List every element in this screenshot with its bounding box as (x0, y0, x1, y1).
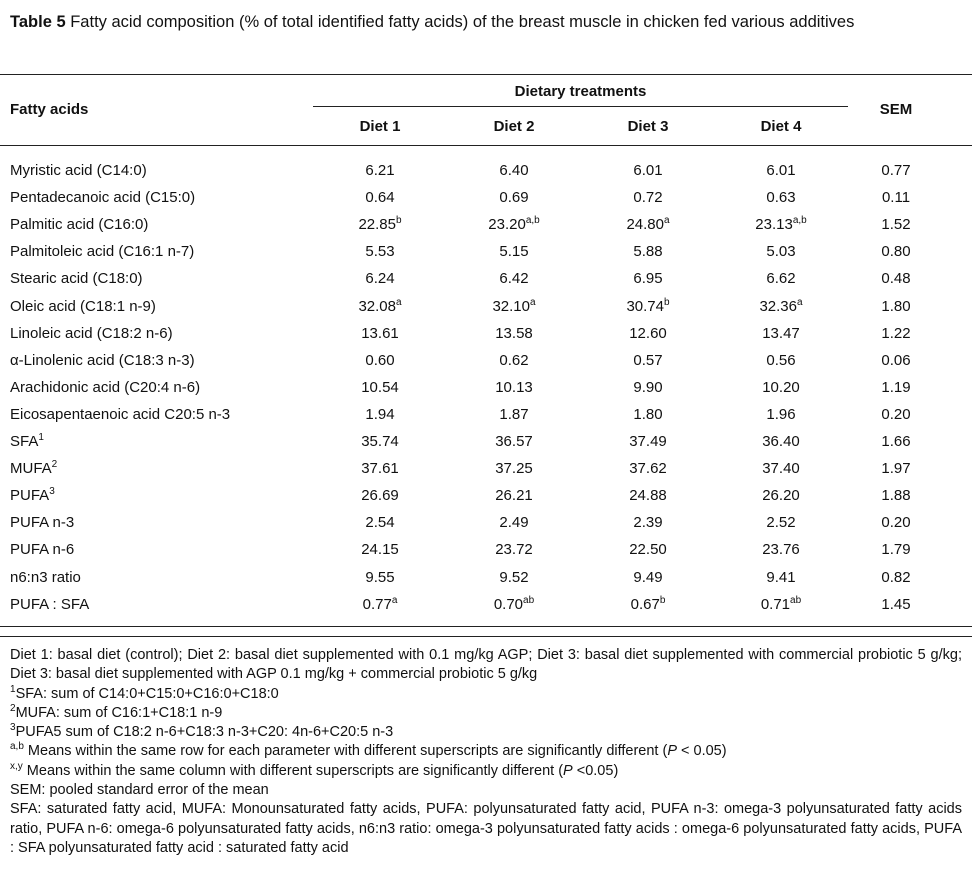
value-diet-3 (588, 569, 708, 586)
value-sem: 1.97 (881, 460, 911, 478)
value-diet-3 (588, 325, 708, 342)
significance-superscript: ab (523, 594, 535, 606)
value-text: 1.87 (499, 405, 529, 423)
table-footnotes (10, 646, 962, 858)
row-label (10, 162, 147, 179)
value-diet-1 (320, 243, 440, 260)
value-text: 6.40 (499, 162, 529, 179)
value-diet-2 (454, 460, 574, 477)
value-diet-1 (320, 325, 440, 342)
row-label (10, 433, 44, 450)
value-text: 5.03 (766, 243, 796, 261)
value-text: 2.49 (499, 514, 529, 532)
row-label (10, 352, 195, 369)
value-text: 9.55 (365, 568, 395, 586)
value-diet-3 (588, 406, 708, 423)
value-diet-4 (721, 514, 841, 531)
value-text: 0.64 (365, 189, 395, 207)
value-sem: 1.80 (881, 297, 911, 315)
value-diet-4 (721, 379, 841, 396)
row-label (10, 514, 74, 531)
header-diet-2: Diet 2 (493, 118, 535, 135)
significance-superscript: b (659, 594, 666, 606)
value-text: 13.61 (361, 324, 399, 342)
value-diet-4 (721, 352, 841, 369)
row-label (10, 460, 57, 477)
value-diet-4 (721, 460, 841, 477)
value-sem: 0.77 (881, 162, 911, 179)
value-text: 26.20 (762, 487, 800, 505)
value-diet-1 (320, 270, 440, 287)
footnote-marker: 2 (10, 703, 16, 715)
footnote-marker: 3 (10, 722, 16, 734)
value-text: 6.21 (365, 162, 395, 179)
value-diet-1 (320, 189, 440, 206)
value-sem: 0.48 (881, 270, 911, 288)
significance-superscript: b (663, 296, 670, 308)
value-diet-2 (454, 216, 574, 233)
value-diet-2 (454, 189, 574, 206)
header-rule (0, 145, 972, 146)
value-diet-1 (320, 433, 440, 450)
value-text: 6.01 (633, 162, 663, 179)
row-label (10, 216, 148, 233)
value-diet-2 (454, 514, 574, 531)
value-diet-3 (588, 189, 708, 206)
value-text: 0.67 (630, 595, 660, 613)
row-label-text: Palmitic acid (C16:0) (10, 216, 149, 234)
significance-superscript: a (529, 296, 536, 308)
value-text: 30.74 (626, 297, 664, 315)
value-diet-3 (588, 379, 708, 396)
value-diet-2 (454, 270, 574, 287)
value-text: 5.88 (633, 243, 663, 261)
value-diet-3 (588, 298, 708, 315)
value-text: 1.96 (766, 405, 796, 423)
row-label-text: Linoleic acid (C18:2 n-6) (10, 324, 173, 342)
value-text: 0.57 (633, 351, 663, 369)
header-diet-4: Diet 4 (760, 118, 802, 135)
value-diet-1 (320, 162, 440, 179)
value-text: 0.71 (760, 595, 791, 613)
footnote: $^{x,y}$ Means within the same column with different superscripts are significantly different (P <0.05) (10, 760, 619, 779)
value-text: 22.50 (629, 541, 667, 559)
footnote: $^2$MUFA: sum of C16:1+C18:1 n-9 (10, 703, 223, 721)
value-diet-3 (588, 487, 708, 504)
value-sem: 1.22 (881, 324, 911, 342)
row-label-text: Myristic acid (C14:0) (10, 162, 147, 179)
footnote-marker: 2 (51, 459, 58, 471)
header-sem: SEM (879, 101, 913, 118)
table-caption (10, 12, 968, 33)
value-diet-4 (721, 216, 841, 233)
value-diet-4 (721, 406, 841, 423)
value-diet-3 (588, 433, 708, 450)
value-diet-3 (588, 352, 708, 369)
value-text: 1.94 (365, 405, 395, 423)
value-sem: 1.88 (881, 487, 911, 505)
value-sem: 1.45 (881, 595, 911, 613)
value-text: 6.95 (633, 270, 663, 288)
value-text: 9.41 (766, 568, 796, 586)
value-text: 2.39 (633, 514, 663, 532)
row-label-text: SFA (10, 433, 39, 450)
table-label: Table 5 (10, 13, 66, 31)
value-text: 37.25 (495, 460, 533, 478)
value-diet-2 (454, 352, 574, 369)
significance-superscript: a (796, 296, 803, 308)
value-diet-2 (454, 596, 574, 613)
value-text: 24.80 (626, 216, 664, 234)
value-text: 32.36 (759, 297, 797, 315)
value-diet-3 (588, 270, 708, 287)
value-diet-2 (454, 379, 574, 396)
header-diet-1: Diet 1 (359, 118, 401, 135)
value-diet-4 (721, 433, 841, 450)
value-text: 23.76 (762, 541, 800, 559)
top-rule (0, 74, 972, 75)
row-label-text: Pentadecanoic acid (C15:0) (10, 189, 196, 207)
footnote-marker: 1 (38, 432, 44, 443)
value-text: 13.58 (495, 324, 533, 342)
value-text: 10.13 (495, 378, 533, 396)
value-text: 9.90 (633, 378, 663, 396)
value-text: 37.62 (629, 460, 667, 478)
value-diet-1 (320, 569, 440, 586)
value-text: 13.47 (762, 324, 800, 342)
group-rule (313, 106, 848, 107)
row-label-text: PUFA n-3 (10, 514, 75, 532)
value-sem: 0.06 (881, 351, 911, 369)
value-diet-2 (454, 298, 574, 315)
value-diet-1 (320, 487, 440, 504)
value-diet-4 (721, 569, 841, 586)
value-sem: 1.52 (881, 216, 911, 234)
value-diet-3 (588, 243, 708, 260)
row-label (10, 379, 200, 396)
value-text: 36.57 (495, 433, 533, 450)
value-text: 37.40 (762, 460, 800, 478)
value-diet-3 (588, 216, 708, 233)
value-text: 37.61 (361, 460, 399, 478)
value-text: 22.85 (358, 216, 396, 234)
header-diet-3: Diet 3 (627, 118, 669, 135)
row-label (10, 569, 81, 586)
value-text: 32.10 (492, 297, 530, 315)
value-text: 5.15 (499, 243, 529, 261)
footnote-marker: x,y (10, 760, 23, 772)
value-text: 10.54 (361, 378, 399, 396)
significance-superscript: b (395, 215, 402, 227)
value-sem: 0.20 (881, 405, 911, 423)
value-diet-4 (721, 596, 841, 613)
row-label (10, 189, 195, 206)
value-diet-4 (721, 243, 841, 260)
row-label (10, 406, 230, 423)
value-diet-1 (320, 216, 440, 233)
value-diet-1 (320, 541, 440, 558)
value-text: 9.52 (499, 568, 529, 586)
value-text: 26.21 (495, 487, 533, 505)
row-label-text: Oleic acid (C18:1 n-9) (10, 297, 156, 315)
footnote: $^1$SFA: sum of C14:0+C15:0+C16:0+C18:0 (10, 683, 279, 702)
value-text: 32.08 (358, 297, 396, 315)
header-fatty-acids: Fatty acids (10, 101, 89, 118)
value-diet-4 (721, 270, 841, 287)
value-diet-1 (320, 379, 440, 396)
value-diet-1 (320, 298, 440, 315)
value-sem: 0.20 (881, 514, 911, 532)
significance-superscript: a,b (792, 215, 807, 227)
header-dietary-treatments: Dietary treatments (514, 83, 647, 100)
value-text: 1.80 (633, 405, 663, 423)
value-diet-4 (721, 325, 841, 342)
value-text: 6.62 (766, 270, 796, 288)
significance-superscript: a (663, 215, 670, 227)
value-diet-1 (320, 460, 440, 477)
row-label (10, 596, 89, 613)
value-sem: 0.82 (881, 568, 911, 586)
value-text: 0.77 (362, 595, 392, 613)
row-label-text: PUFA (10, 487, 50, 505)
row-label (10, 243, 194, 260)
value-text: 12.60 (629, 324, 667, 342)
value-diet-2 (454, 487, 574, 504)
row-label-text: PUFA n-6 (10, 541, 75, 559)
value-diet-1 (320, 406, 440, 423)
value-diet-3 (588, 596, 708, 613)
row-label (10, 298, 156, 315)
value-text: 35.74 (361, 433, 399, 450)
value-text: 0.56 (766, 351, 796, 369)
row-label-text: MUFA (10, 460, 52, 478)
significance-superscript: a (395, 296, 402, 308)
value-sem: 1.66 (881, 433, 911, 450)
row-label-text: n6:n3 ratio (10, 568, 81, 586)
value-text: 9.49 (633, 568, 663, 586)
footnote-marker: 3 (49, 486, 55, 498)
value-text: 23.20 (488, 216, 526, 234)
value-diet-1 (320, 514, 440, 531)
value-text: 36.40 (762, 433, 800, 450)
value-diet-1 (320, 596, 440, 613)
value-text: 0.62 (499, 351, 529, 369)
value-text: 24.88 (629, 487, 667, 505)
value-diet-3 (588, 541, 708, 558)
value-text: 0.63 (766, 189, 796, 207)
row-label-text: α-Linolenic acid (C18:3 n-3) (10, 351, 195, 369)
value-diet-4 (721, 487, 841, 504)
value-text: 37.49 (629, 433, 667, 450)
value-text: 6.01 (766, 162, 796, 179)
value-text: 0.69 (499, 189, 529, 207)
value-diet-2 (454, 243, 574, 260)
value-text: 6.42 (499, 270, 529, 288)
value-text: 24.15 (361, 541, 399, 559)
value-sem: 1.79 (881, 541, 911, 559)
value-diet-2 (454, 541, 574, 558)
row-label-text: Eicosapentaenoic acid C20:5 n-3 (10, 405, 231, 423)
value-text: 2.52 (766, 514, 796, 532)
value-diet-2 (454, 433, 574, 450)
value-diet-4 (721, 298, 841, 315)
value-text: 10.20 (762, 378, 800, 396)
value-diet-3 (588, 460, 708, 477)
footnote: Diet 1: basal diet (control); Diet 2: basal diet supplemented with 0.1 mg/kg AGP; Diet 3: basal diet supplemented with commercial probiotic 5 g/kg; Diet 3: basal diet supplemented with AGP 0.1 mg/kg + commercial probiotic 5 g/kg (10, 647, 962, 683)
value-diet-2 (454, 325, 574, 342)
value-diet-2 (454, 569, 574, 586)
value-diet-4 (721, 189, 841, 206)
notes-rule (0, 636, 972, 637)
value-diet-1 (320, 352, 440, 369)
value-text: 6.24 (365, 270, 395, 288)
value-text: 26.69 (361, 487, 399, 505)
value-text: 23.13 (755, 216, 793, 234)
footnote: $^{a,b}$ Means within the same row for each parameter with different superscripts are significantly different (P < 0.05) (10, 741, 727, 760)
row-label-text: Arachidonic acid (C20:4 n-6) (10, 378, 201, 396)
value-text: 2.54 (365, 514, 395, 532)
row-label-text: Palmitoleic acid (C16:1 n-7) (10, 243, 195, 261)
row-label (10, 541, 74, 558)
value-sem: 0.11 (881, 189, 911, 207)
row-label-text: PUFA : SFA (10, 595, 90, 613)
row-label (10, 325, 173, 342)
footnote-marker: 1 (10, 683, 16, 695)
value-text: 5.53 (365, 243, 395, 261)
row-label-text: Stearic acid (C18:0) (10, 270, 143, 288)
row-label (10, 487, 55, 504)
value-diet-3 (588, 514, 708, 531)
value-sem: 0.80 (881, 243, 911, 261)
value-text: 0.60 (365, 351, 395, 369)
value-diet-4 (721, 162, 841, 179)
footnote: SFA: saturated fatty acid, MUFA: Monounsaturated fatty acids, PUFA: polyunsaturated fatty acid, PUFA n-3: omega-3 polyunsaturated fatty acids ratio, PUFA n-6: omega-6 polyunsaturated fatty acids, n6:n3 ratio: omega-3 polyunsaturated fatty acids : omega-6 polyunsaturated fatty acids, PUFA : SFA polyunsaturated fatty acid : saturated fatty acid (10, 801, 962, 856)
value-diet-4 (721, 541, 841, 558)
table-title: Fatty acid composition (% of total identified fatty acids) of the breast muscle in chicken fed various additives (65, 13, 855, 31)
significance-superscript: ab (790, 594, 802, 606)
footnote: $^3$PUFA5 sum of C18:2 n-6+C18:3 n-3+C20: 4n-6+C20:5 n-3 (10, 722, 394, 741)
significance-superscript: a (391, 594, 398, 606)
value-text: 0.72 (633, 189, 663, 207)
value-sem: 1.19 (881, 378, 911, 396)
value-diet-2 (454, 162, 574, 179)
value-text: 0.70 (493, 595, 524, 613)
value-diet-2 (454, 406, 574, 423)
footnote: SEM: pooled standard error of the mean (10, 782, 269, 799)
row-label (10, 270, 143, 287)
value-diet-3 (588, 162, 708, 179)
significance-superscript: a,b (525, 215, 540, 227)
footnote-marker: a,b (10, 741, 24, 753)
bottom-rule (0, 626, 972, 627)
value-text: 23.72 (495, 541, 533, 559)
